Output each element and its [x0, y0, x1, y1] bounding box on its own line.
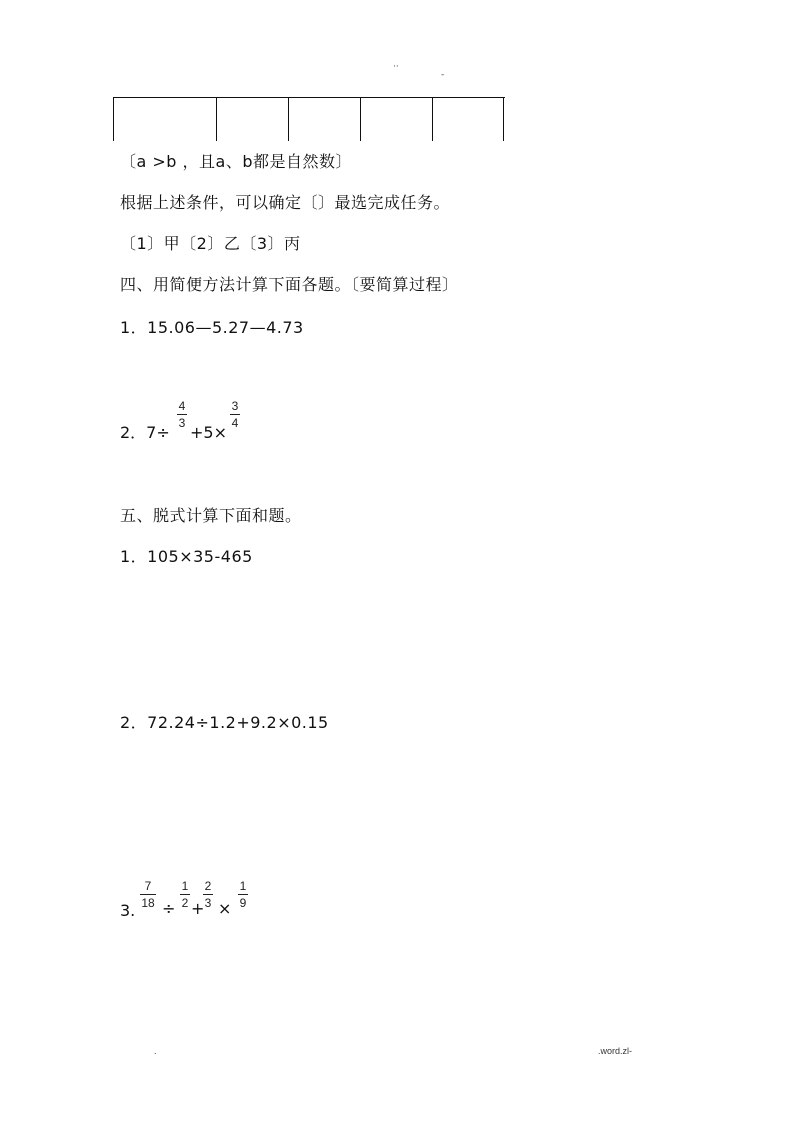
- s4-q2-prefix: 2．7÷: [120, 423, 170, 442]
- fraction-denominator: 9: [239, 896, 247, 910]
- section-4-title: 四、用简便方法计算下面各题。〔要简算过程〕: [120, 275, 459, 294]
- footer-left-mark: .: [154, 1046, 157, 1056]
- fraction: [202, 880, 214, 909]
- fraction-denominator: 3: [178, 416, 186, 430]
- fraction-bar: [180, 894, 190, 895]
- section-5-title: 五、脱式计算下面和题。: [120, 506, 302, 525]
- footer-watermark: .word.zl-: [598, 1046, 633, 1056]
- table-column-line: [432, 98, 433, 141]
- fraction-numerator: 4: [178, 399, 186, 413]
- table-column-line: [113, 98, 114, 141]
- s5-q3-op3: ×: [218, 899, 232, 918]
- s5-q3-prefix: 3.: [120, 901, 136, 920]
- fraction-bar: [203, 894, 213, 895]
- header-dots: ··: [393, 62, 399, 72]
- fraction-numerator: 7: [144, 879, 152, 893]
- fraction-denominator: 3: [204, 896, 212, 910]
- s5-question-2: 2．72.24÷1.2+9.2×0.15: [120, 713, 329, 732]
- table-column-line: [503, 98, 504, 141]
- condition-line: 〔a >b ，且a、b都是自然数〕: [120, 152, 353, 171]
- answer-table: [113, 97, 505, 141]
- fraction-denominator: 2: [181, 896, 189, 910]
- table-column-line: [288, 98, 289, 141]
- s5-question-1: 1．105×35-465: [120, 547, 253, 566]
- question-line: 根据上述条件，可以确定〔〕最选完成任务。: [120, 193, 451, 212]
- s5-q3-op1: ÷: [162, 899, 176, 918]
- options-line: 〔1〕甲〔2〕乙〔3〕丙: [120, 234, 301, 253]
- fraction-numerator: 1: [239, 879, 247, 893]
- s4-q2-middle: +5×: [190, 423, 227, 442]
- fraction: [176, 400, 188, 429]
- fraction-numerator: 2: [204, 879, 212, 893]
- fraction-numerator: 1: [181, 879, 189, 893]
- fraction-denominator: 4: [231, 416, 239, 430]
- fraction-bar: [238, 894, 248, 895]
- fraction-bar: [230, 414, 240, 415]
- fraction-denominator: 18: [141, 896, 155, 910]
- table-column-line: [360, 98, 361, 141]
- fraction: [139, 880, 157, 909]
- fraction-numerator: 3: [231, 399, 239, 413]
- fraction: [237, 880, 249, 909]
- fraction-bar: [177, 414, 187, 415]
- fraction-bar: [140, 894, 156, 895]
- fraction: [179, 880, 191, 909]
- header-dash: -: [441, 70, 445, 80]
- fraction: [229, 400, 241, 429]
- table-column-line: [216, 98, 217, 141]
- s4-question-1: 1．15.06—5.27—4.73: [120, 318, 304, 337]
- s5-q3-op2: +: [191, 899, 205, 918]
